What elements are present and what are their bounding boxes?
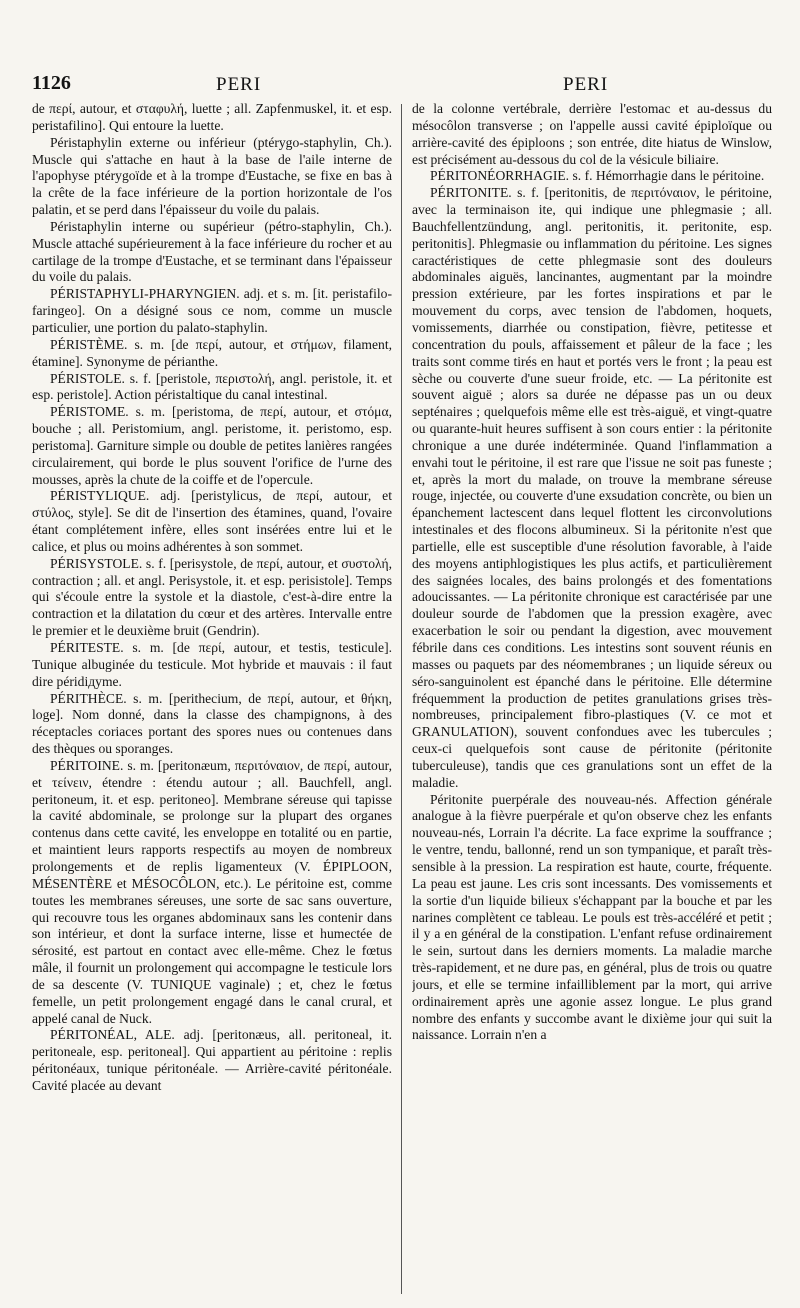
dictionary-entry: PÉRITONÉAL, ALE. adj. [peritonæus, all. peritoneal, it. peritoneale, esp. peritoneal]. Qui appartient au péritoine : replis péritonéaux, tunique péritonéale. — Arrière-cavité péritonéale. Cavité placée au devant (32, 1027, 392, 1093)
running-head-right: PERI (563, 74, 609, 95)
dictionary-entry: PÉRITOINE. s. m. [peritonæum, περιτόναιον, de περί, autour, et τείνειν, étendre : étendu autour ; all. Bauchfell, angl. peritoneum, it. et esp. peritoneo]. Membrane séreuse qui tapisse la cavité abdominale, se prolonge sur la plupart des organes contenus dans cette cavité, les enveloppe en totalité ou en partie, et maintient leurs rapports respectifs au moyen de nombreux prolongements et de replis ligamenteux (V. ÉPIPLOON, MÉSENTÈRE et MÉSOCÔLON, etc.). Le péritoine est, comme toutes les membranes séreuses, une sorte de sac sans ouverture, qui recouvre tous les organes abdominaux sans les contenir dans son intérieur, et dont la surface interne, lisse et humectée de sérosité, est partout en contact avec elle-même. Chez le fœtus mâle, il fournit un prolongement qui accompagne le testicule lors de sa descente (V. TUNIQUE vaginale) ; et, chez le fœtus femelle, un petit prolongement engagé dans le canal crural, et appelé canal de Nuck. (32, 757, 392, 1026)
page-number: 1126 (32, 72, 71, 94)
page-header (32, 72, 774, 98)
entry-subparagraph: Péritonite puerpérale des nouveau-nés. Affection générale analogue à la fièvre puerpérale et qu'on observe chez les enfants nouveau-nés, Lorrain l'a décrite. La face exprime la souffrance ; le ventre, tendu, ballonné, rend un son tympanique, et paraît très-sensible à la pression. La respiration est haute, courte, fréquente. La peau est jaune. Les cris sont incessants. Des vomissements et la sortie d'un liquide bilieux s'échappant par la bouche et par les narines complètent ce tableau. Le pouls est très-accéléré et petit ; il y a en général de la constipation. L'enfant refuse ordinairement le sein, surtout dans les derniers moments. La maladie marche très-rapidement, et ne dure pas, en général, plus de trois ou quatre jours, et elle se termine infailliblement par la mort, qui arrive ordinairement après une agonie assez longue. Le plus grand nombre des enfants y succombe avant le dixième jour qui suit la naissance. Lorrain n'en a (412, 791, 772, 1043)
dictionary-entry: PÉRISTYLIQUE. adj. [peristylicus, de περί, autour, et στύλος, style]. Se dit de l'insertion des étamines, quand, l'ovaire étant complétement infère, elles sont insérées entre lui et le calice, et plus ou moins adhérentes à son sommet. (32, 488, 392, 554)
right-column (412, 101, 772, 1301)
dictionary-entry: PÉRISTÈME. s. m. [de περί, autour, et στήμων, filament, étamine]. Synonyme de périanthe. (32, 336, 392, 369)
dictionary-entry: PÉRISTOLE. s. f. [peristole, περιστολή, angl. peristole, it. et esp. peristole]. Action péristaltique du canal intestinal. (32, 370, 392, 403)
dictionary-entry: PÉRITESTE. s. m. [de περί, autour, et testis, testicule]. Tunique albuginée du testicule. Mot hybride et mauvais : il faut dire péridiдуme. (32, 640, 392, 689)
entry-continuation: de la colonne vertébrale, derrière l'estomac et au-dessus du mésocôlon transverse ; on l'appelle aussi cavité épiploïque ou arrière-cavité des épiploons ; son entrée, dite hiatus de Winslow, est précisément au-dessous du col de la vésicule biliaire. (412, 101, 772, 167)
dictionary-entry: PÉRITHÈCE. s. m. [perithecium, de περί, autour, et θήκη, loge]. Nom donné, dans la classe des champignons, à des réceptacles coriaces portant des spores nues ou contenues dans des thèques ou sporanges. (32, 690, 392, 757)
entry-continuation: de περί, autour, et σταφυλή, luette ; all. Zapfenmuskel, it. et esp. peristafilino]. Qui entoure la luette. (32, 101, 392, 133)
dictionary-entry: PÉRITONITE. s. f. [peritonitis, de περιτόναιον, le péritoine, avec la terminaison ite, qui indique une phlegmasie ; all. Bauchfellentzündung, angl. peritonitis, it. peritonite, esp. peritonitis]. Phlegmasie ou inflammation du péritoine. Les signes caractéristiques de cette phlegmasie sont des douleurs abdominales aiguës, lancinantes, augmentant par la moindre pression extérieure, par les fortes inspirations et par le mouvement du corps, avec tension de l'abdomen, hoquets, vomissements, diarrhée ou constipation, fièvre, petitesse et concentration du pouls, affaissement et pâleur de la face ; les traits sont comme tirés en haut et portés vers le front ; la peau est sèche ou couverte d'une sueur froide, etc. — La péritonite est souvent aiguë ; alors sa durée ne dépasse pas un ou deux septénaires ; quelquefois même elle est très-aiguë, et vingt-quatre ou quarante-huit heures suffisent à son cours entier : la péritonite chronique a une durée indéterminée. Quand l'inflammation a envahi tout le péritoine, il est rare que l'issue ne soit pas funeste ; et, après la mort du malade, on trouve la membrane séreuse rouge, injectée, ou couverte d'une exsudation concrète, ou bien un épanchement lactescent dans lequel flottent les circonvolutions intestinales et des flocons albumineux. Si la péritonite n'est que partielle, elle est susceptible d'une résolution favorable, à l'aide des moyens antiphlogistiques les plus actifs, et particulièrement des saignées locales, des bains prolongés et des fomentations adoucissantes. — La péritonite chronique est caractérisée par une douleur sourde de l'abdomen que la pression exagère, avec exacerbation le soir ou pendant la digestion, avec mouvement fébrile dans ces conditions. Les intestins sont souvent réunis en masses ou paquets par des néomembranes ; un liquide séreux ou séro-sanguinolent est épanché dans le péritoine. Elle détermine fréquemment la production de petites granulations grises très-nombreuses, principalement fibro-plastiques (V. ce mot et GRANULATION), souvent confondues avec les tubercules ; ceux-ci quelquefois sont cause de péritonite (péritonite tuberculeuse), tandis que ces granulations sont un effet de la maladie. (412, 185, 772, 790)
dictionary-entry: PÉRISYSTOLE. s. f. [perisystole, de περί, autour, et συστολή, contraction ; all. et angl. Perisystole, it. et esp. perisistole]. Temps qui s'écoule entre la systole et la diastole, c'est-à-dire entre la contraction et la dilatation du cœur et des artères. Intervalle entre le premier et le deuxième bruit (Gendrin). (32, 555, 392, 639)
dictionary-entry: PÉRISTAPHYLI-PHARYNGIEN. adj. et s. m. [it. peristafilo-faringeo]. On a désigné sous ce nom, comme un muscle particulier, une portion du palato-staphylin. (32, 286, 392, 335)
entry-subparagraph: Péristaphylin interne ou supérieur (pétro-staphylin, Ch.). Muscle attaché supérieurement à la face inférieure du rocher et au cartilage de la trompe d'Eustache, et se terminant dans l'épaisseur du voile du palais. (32, 218, 392, 285)
dictionary-entry: PÉRITONÉORRHAGIE. s. f. Hémorrhagie dans le péritoine. (430, 168, 765, 184)
column-divider (401, 104, 402, 1294)
left-column (32, 101, 392, 1301)
running-head-left: PERI (216, 74, 262, 95)
dictionary-entry: PÉRISTOME. s. m. [peristoma, de περί, autour, et στόμα, bouche ; all. Peristomium, angl. peristome, it. peristomo, esp. peristoma]. Garniture simple ou double de petites lanières rangées circulairement, qui borde le plus souvent l'orifice de l'urne des mousses, après la chute de la coiffe et de l'opercule. (32, 404, 392, 487)
entry-subparagraph: Péristaphylin externe ou inférieur (ptérygo-staphylin, Ch.). Muscle qui s'attache en haut à la base de l'aile interne de l'apophyse ptérygoïde et à la trompe d'Eustache, se fixe en bas à la crête de la face inférieure de la portion horizontale de l'os palatin, et se perd dans l'épaisseur du voile du palais. (32, 134, 392, 218)
